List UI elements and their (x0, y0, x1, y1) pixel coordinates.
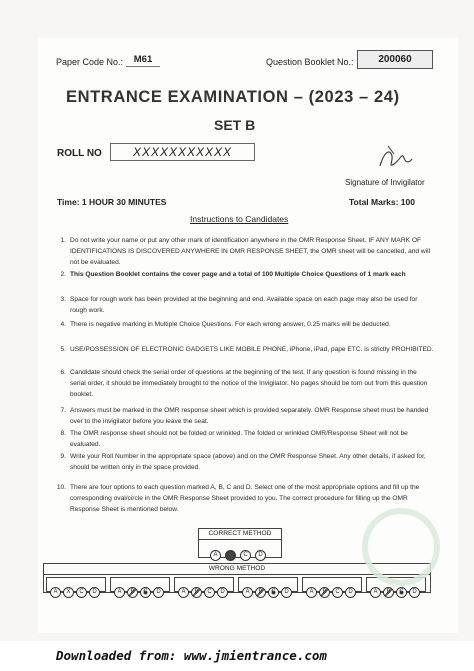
instruction-item (60, 367, 434, 401)
omr-bubble: D (89, 587, 100, 598)
omr-bubble: A (306, 587, 317, 598)
invigilator-label: Signature of Invigilator (345, 178, 425, 187)
instruction-number: 10. (56, 484, 66, 491)
booklet-label: Question Booklet No.: (266, 57, 354, 67)
instruction-item (60, 235, 434, 269)
instruction-item (60, 405, 434, 427)
omr-bubble: D (217, 587, 228, 598)
roll-number-field: XXXXXXXXXXX (110, 143, 255, 161)
instruction-number: 8. (60, 430, 66, 437)
omr-bubble: X (63, 587, 74, 598)
omr-bubble: A (210, 550, 221, 561)
omr-bubble: C (332, 587, 343, 598)
wrong-method-group (46, 577, 106, 595)
set-label: SET B (214, 117, 256, 133)
invigilator-signature (374, 142, 416, 174)
instruction-item (60, 294, 434, 316)
instruction-item (60, 344, 434, 355)
paper-code-label: Paper Code No.: (56, 57, 124, 67)
omr-bubble: A (370, 587, 381, 598)
omr-bubble: A (242, 587, 253, 598)
total-marks: Total Marks: 100 (349, 197, 415, 207)
correct-method-box (198, 528, 282, 558)
paper-code-value: M61 (126, 53, 160, 67)
omr-bubble: C (204, 587, 215, 598)
omr-bubble: D (281, 587, 292, 598)
instruction-item (60, 451, 434, 473)
instructions-title: Instructions to Candidates (190, 214, 289, 224)
correct-method-bubbles (199, 540, 281, 561)
wrong-method-label: WRONG METHOD (44, 564, 430, 575)
omr-bubble: D (409, 587, 420, 598)
omr-bubble: B (319, 587, 330, 598)
omr-bubble: A (114, 587, 125, 598)
omr-bubble: C (76, 587, 87, 598)
instruction-number: 9. (60, 453, 66, 460)
instruction-number: 7. (60, 407, 66, 414)
roll-label: ROLL NO (57, 148, 102, 159)
instruction-number: 3. (60, 296, 66, 303)
correct-method-label: CORRECT METHOD (199, 529, 281, 540)
omr-bubble: B (255, 587, 266, 598)
instruction-text: Candidate should check the serial order of questions at the beginning of the test. If any question is found missing in the serial order, it should be immediately brought to the notice of the Invigilator. No pages should be torn out from this question booklet. (70, 369, 428, 399)
instruction-text: Write your Roll Number in the appropriate space (above) and on the OMR Response Sheet. Any other details, if asked for, should be written only in the space provided. (70, 453, 426, 472)
instruction-text: The OMR response sheet should not be folded or wrinkled. The folded or wrinkled OMR/Response Sheet will not be evaluated. (70, 430, 408, 449)
instruction-text: Do not write your name or put any other mark of identification anywhere in the OMR Response Sheet. IF ANY MARK OF IDENTIFICATIONS IS DISCOVERED ANYWHERE IN OMR RESPONSE SHEET, the OMR sheet will be cancelled, and will not be evaluated. (70, 237, 431, 267)
wrong-method-group (302, 577, 362, 595)
instruction-item (60, 428, 434, 450)
instruction-number: 2. (60, 271, 66, 278)
watermark-seal (362, 508, 440, 586)
omr-bubble: A (178, 587, 189, 598)
instruction-text: There is negative marking in Multiple Choice Questions. For each wrong answer, 0.25 marks will be deducted. (70, 321, 391, 328)
instruction-text: This Question Booklet contains the cover page and a total of 100 Multiple Choice Questions of 1 mark each (70, 271, 406, 278)
instruction-item (60, 319, 434, 330)
exam-time: Time: 1 HOUR 30 MINUTES (57, 197, 167, 207)
instruction-text: Answers must be marked in the OMR response sheet which is provided separately. OMR Response sheet must be handed over to the invigilator before you leave the seat. (70, 407, 429, 426)
omr-bubble: A (50, 587, 61, 598)
instruction-text: There are four options to each question marked A, B, C and D. Select one of the most appropriate options and fill up the corresponding oval/circle in the OMR Response Sheet provided to you. The correct procedure for filling up the OMR Response Sheet is mentioned below. (70, 484, 420, 514)
omr-bubble: B (127, 587, 138, 598)
wrong-method-group (174, 577, 234, 595)
exam-title: ENTRANCE EXAMINATION – (2023 – 24) (66, 88, 400, 106)
download-source: Downloaded from: www.jmientrance.com (56, 648, 327, 663)
omr-bubble: C (268, 587, 279, 598)
omr-bubble: D (345, 587, 356, 598)
instruction-number: 5. (60, 346, 66, 353)
omr-bubble: C (240, 550, 251, 561)
omr-bubble: B (225, 550, 236, 561)
omr-bubble: B (383, 587, 394, 598)
instruction-text: Space for rough work has been provided at the beginning and end. Available space on each page may also be used for rough work. (70, 296, 418, 315)
instruction-item (60, 269, 434, 280)
instruction-item (56, 482, 434, 516)
wrong-method-group (110, 577, 170, 595)
omr-bubble: B (191, 587, 202, 598)
omr-bubble: D (255, 550, 266, 561)
footer-bar (0, 641, 474, 671)
instruction-number: 6. (60, 369, 66, 376)
omr-bubble: C (396, 587, 407, 598)
wrong-method-group (238, 577, 298, 595)
instruction-number: 4. (60, 321, 66, 328)
omr-bubble: C (140, 587, 151, 598)
instruction-text: USE/POSSESSION OF ELECTRONIC GADGETS LIKE MOBILE PHONE, iPhone, iPad, pape ETC. is strictly PROHIBITED. (70, 346, 434, 353)
instruction-number: 1. (60, 237, 66, 244)
omr-bubble: D (153, 587, 164, 598)
booklet-number: 200060 (357, 50, 433, 69)
